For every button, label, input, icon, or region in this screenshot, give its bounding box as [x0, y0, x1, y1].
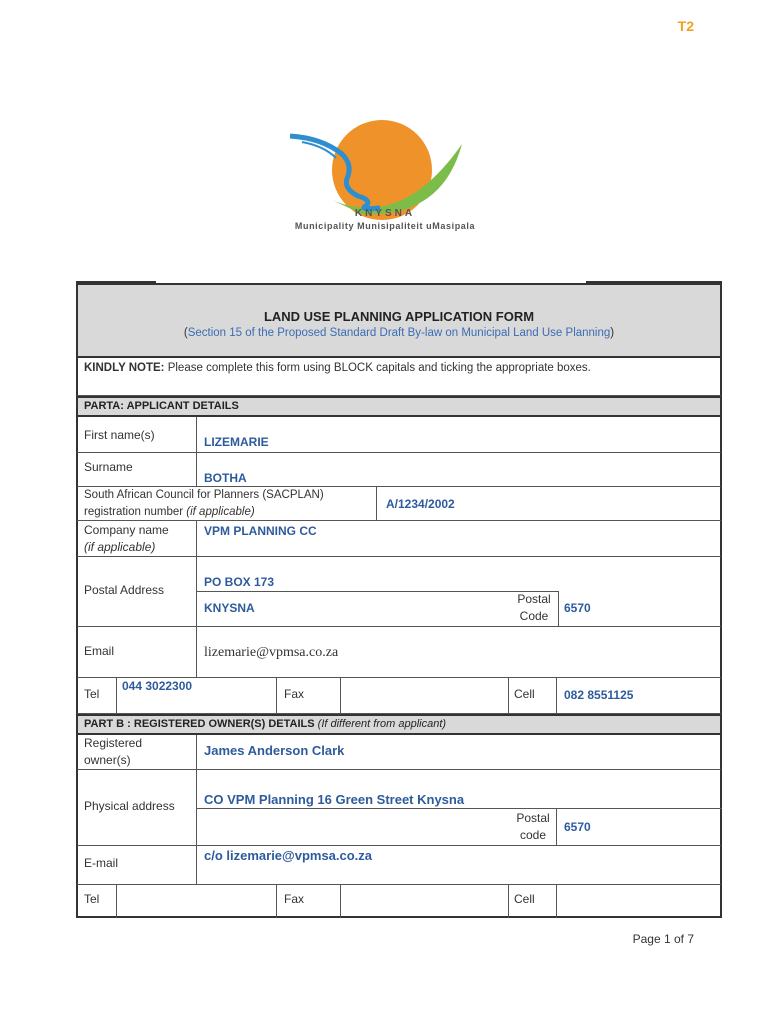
- tel-label: Tel: [84, 687, 100, 701]
- tel-field[interactable]: 044 3022300: [122, 679, 193, 693]
- owner-email-field[interactable]: c/o lizemarie@vpmsa.co.za: [204, 848, 373, 863]
- postal-address-label: Postal Address: [84, 583, 165, 597]
- tel-row: [76, 678, 722, 714]
- form-subtitle: (Section 15 of the Proposed Standard Draft By-law on Municipal Land Use Planning): [183, 327, 615, 339]
- surname-label: Surname: [84, 460, 133, 474]
- sacplan-label: South African Council for Planners (SACPLAN): [84, 489, 324, 501]
- note-row: [76, 358, 722, 396]
- email-label: Email: [84, 644, 115, 658]
- postal-code-field[interactable]: 6570: [564, 601, 591, 615]
- form-title: LAND USE PLANNING APPLICATION FORM: [263, 309, 535, 324]
- owner-cell-label: Cell: [514, 892, 535, 906]
- postal-code-label: Postal: [517, 592, 551, 606]
- fax-label: Fax: [284, 687, 305, 701]
- email-field[interactable]: lizemarie@vpmsa.co.za: [204, 645, 339, 660]
- first-names-row: [76, 417, 722, 453]
- owner-row: Registered owner(s) James Anderson Clark: [76, 735, 722, 770]
- form-header: [76, 283, 722, 358]
- surname-row: [76, 453, 722, 487]
- owner-field[interactable]: James Anderson Clark: [204, 743, 345, 758]
- owner-label: Registered: [84, 736, 143, 750]
- first-names-field[interactable]: LIZEMARIE: [204, 435, 269, 449]
- company-field[interactable]: VPM PLANNING CC: [204, 524, 317, 538]
- note-text: Please complete this form using BLOCK capitals and ticking the appropriate boxes.: [164, 362, 591, 374]
- surname-field[interactable]: BOTHA: [204, 471, 247, 485]
- owner-tel-label: Tel: [84, 892, 100, 906]
- part-b-heading: PART B : REGISTERED OWNER(S) DETAILS (If different from applicant): [76, 714, 722, 735]
- first-names-label: First name(s): [84, 428, 155, 442]
- owner-postal-code-label: Postal: [516, 811, 550, 825]
- part-a-heading: PARTA: APPLICANT DETAILS: [76, 396, 722, 417]
- company-row: Company name (if applicable) VPM PLANNING CC: [76, 521, 722, 557]
- document-code: T2: [677, 18, 694, 34]
- note-label: KINDLY NOTE:: [84, 362, 165, 374]
- owner-postal-code-field[interactable]: 6570: [564, 820, 591, 834]
- company-label: Company name: [84, 523, 169, 537]
- cell-label: Cell: [514, 687, 535, 701]
- owner-email-row: [76, 846, 722, 885]
- sacplan-row: South African Council for Planners (SACPLAN) registration number (if applicable) A/1234/2002: [76, 487, 722, 521]
- physical-address-row: Physical address CO VPM Planning 16 Green Street Knysna Postal code 6570: [76, 770, 722, 846]
- postal-address-line1[interactable]: PO BOX 173: [204, 575, 275, 589]
- sacplan-field[interactable]: A/1234/2002: [386, 497, 455, 511]
- owner-fax-label: Fax: [284, 892, 305, 906]
- physical-address-label: Physical address: [84, 799, 175, 813]
- owner-email-label: E-mail: [84, 856, 119, 870]
- postal-address-row: Postal Address PO BOX 173 KNYSNA Postal Code 6570: [76, 557, 722, 627]
- physical-address-field[interactable]: CO VPM Planning 16 Green Street Knysna: [204, 792, 465, 807]
- page-number: Page 1 of 7: [632, 932, 694, 946]
- owner-tel-row: [76, 885, 722, 918]
- email-row: [76, 627, 722, 678]
- logo-name: KNYSNA: [354, 208, 416, 219]
- postal-address-line2[interactable]: KNYSNA: [204, 601, 255, 615]
- logo-subtitle: Municipality Munisipaliteit uMasipala: [294, 221, 476, 231]
- cell-field[interactable]: 082 8551125: [564, 688, 634, 702]
